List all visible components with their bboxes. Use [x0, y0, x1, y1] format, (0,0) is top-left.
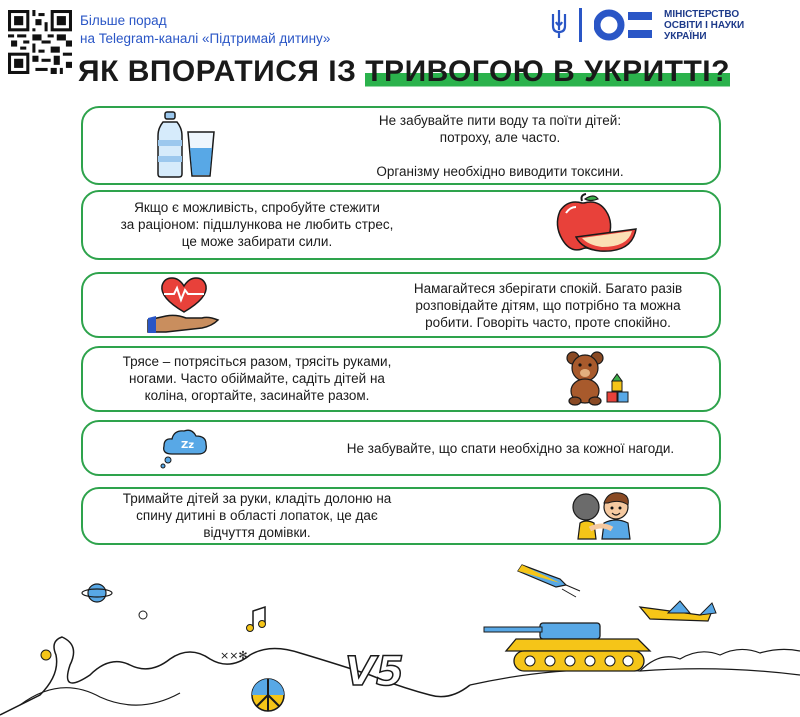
trident-icon — [549, 8, 569, 40]
tip-5-line-1: Не забувайте, що спати необхідно за кожної нагоди. — [346, 441, 675, 456]
tip-1-line-2: потроху, але часто. — [439, 130, 561, 145]
tip-2-line-3: це може забирати сили. — [181, 234, 333, 249]
tip-text-hold — [92, 490, 422, 541]
hug-icon — [568, 489, 638, 541]
tip-text-diet — [92, 199, 422, 250]
ministry-logo-icon — [594, 8, 656, 42]
tip-4-line-2: ногами. Часто обіймайте, садіть дітей на — [129, 371, 385, 386]
tip-2-line-1: Якщо є можливість, спробуйте стежити — [134, 200, 380, 215]
teddy-bear-icon — [565, 350, 631, 406]
title-part-1: ЯК ВПОРАТИСЯ ІЗ — [78, 55, 366, 88]
tip-3-line-3: робити. Говоріть часто, проте спокійно. — [425, 315, 671, 330]
fighter-jet-icon — [640, 601, 716, 621]
title-part-2: ТРИВОГОЮ В УКРИТТІ? — [365, 55, 730, 88]
tip-3-line-2: розповідайте дітям, що потрібно та можна — [415, 298, 681, 313]
missile-icon — [518, 565, 580, 597]
ministry-name — [664, 9, 744, 42]
ministry-line-2: ОСВІТИ І НАУКИ — [664, 20, 745, 31]
qr-code[interactable] — [8, 10, 72, 74]
telegram-line-2[interactable]: на Telegram-каналі «Підтримай дитину» — [80, 31, 331, 46]
apple-icon — [552, 193, 638, 257]
heart-hand-icon — [146, 276, 222, 334]
tip-4-line-3: коліна, огортайте, засинайте разом. — [144, 388, 370, 403]
tip-6-line-1: Тримайте дітей за руки, кладіть долоню на — [122, 491, 392, 506]
logo-separator — [579, 8, 582, 42]
tip-6-line-3: відчуття домівки. — [203, 525, 311, 540]
svg-text:××✻: ××✻ — [220, 649, 248, 662]
telegram-promo[interactable] — [80, 12, 330, 48]
svg-text:V5: V5 — [345, 649, 404, 695]
page-title — [78, 55, 730, 89]
tip-4-line-1: Трясе – потрясіться разом, трясіть руками, — [122, 354, 392, 369]
peace-sign-icon — [252, 679, 284, 711]
bottom-doodle-illustration — [0, 555, 800, 717]
tip-1-line-1: Не забувайте пити воду та поїти дітей: — [378, 113, 622, 128]
tip-text-calm — [388, 280, 708, 331]
tip-6-line-2: спину дитині в області лопаток, це дає — [136, 508, 378, 523]
tip-text-sleep — [318, 440, 703, 457]
tip-1-line-3: Організму необхідно виводити токсини. — [376, 164, 624, 179]
tip-3-line-1: Намагайтеся зберігати спокій. Багато разів — [413, 281, 683, 296]
sleep-cloud-icon — [158, 424, 214, 470]
svg-text:Zz: Zz — [181, 440, 195, 451]
ministry-line-1: МІНІСТЕРСТВО — [664, 9, 740, 20]
planet-icon — [82, 584, 112, 602]
tank-icon — [484, 623, 650, 671]
tip-text-shaking — [92, 353, 422, 404]
tip-2-line-2: за раціоном: підшлункова не любить стрес, — [120, 217, 394, 232]
tip-text-water — [335, 112, 665, 180]
ministry-line-3: УКРАЇНИ — [664, 31, 707, 42]
music-note-icon — [247, 607, 266, 632]
telegram-line-1: Більше порад — [80, 13, 167, 28]
water-bottle-icon — [155, 110, 217, 180]
